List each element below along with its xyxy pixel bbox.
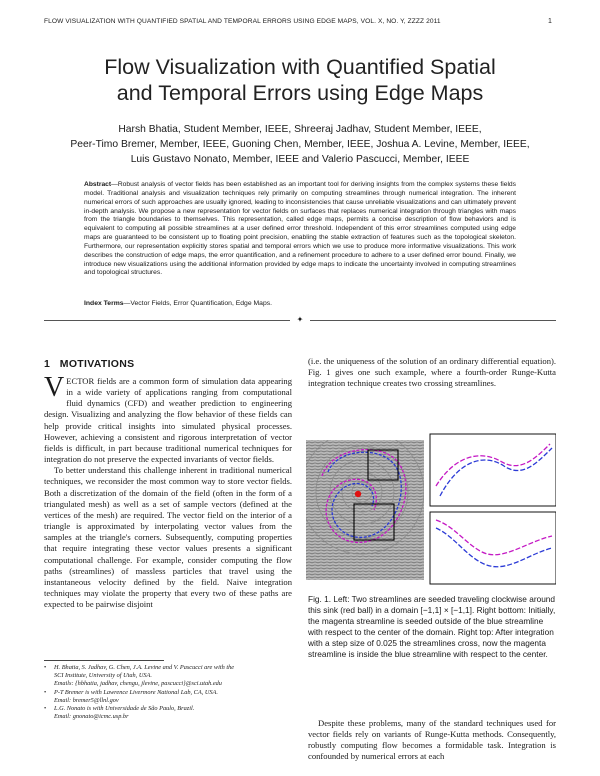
left-column-body [44,372,292,610]
drop-cap: V [44,372,65,403]
right-column-top: (i.e. the uniqueness of the solution of an ordinary differential equation). Fig. 1 gives one such example, where a fourth-order Runge-Kutta integration technique creates two crossing streamlines. [308,356,556,389]
right-bottom-frame [430,512,556,584]
authors-line-2: Peer-Timo Bremer, Member, IEEE, Guoning Chen, Member, IEEE, Joshua A. Levine, Member, IEEE, [70,139,530,151]
abstract-label: Abstract [84,181,112,188]
footnote-1-line-3: Emails: {hbhatia, jadhav, chengu, jlevine, pascucci}@sci.utah.edu [54,680,222,688]
running-head: FLOW VISUALIZATION WITH QUANTIFIED SPATIAL AND TEMPORAL ERRORS USING EDGE MAPS, VOL. X, NO. Y, ZZZZ 2011 [44,18,441,25]
paragraph-1-text: ECTOR fields are a common form of simulation data appearing in a wide variety of applications ranging from computational fluid dynamics (CFD) and weather prediction to engineering design. Visualizing and analyzing the flow behavior of these fields can help provide critical insights into simulated physical processes. However, achieving a consistent and rigorous interpretation of vector fields is difficult, in part because traditional numerical techniques for integration do not preserve the expected invariants of vector fields. [44,376,292,465]
divider-left [44,320,290,321]
footnote-3-line-1: L.G. Nonato is with Universidade de São Paulo, Brazil. [54,705,195,713]
footnote-2-line-2: Email: bremer5@llnl.gov [54,696,119,704]
sink-red-ball [355,491,361,497]
section-number: 1 [44,358,51,370]
right-bottom-panel [430,512,556,584]
figure-1 [306,432,556,588]
section-title: MOTIVATIONS [59,358,135,370]
footnote-bullet: • [44,688,47,696]
authors-line-3: Luis Gustavo Nonato, Member, IEEE and Valerio Pascucci, Member, IEEE [130,154,470,166]
title-line-2: and Temporal Errors using Edge Maps [116,81,484,105]
abstract-text: —Robust analysis of vector fields has been established as an important tool for deriving insights from the complex systems these fields model. Traditional analysis and visualization techniques rely primarily on computing streamlines through numerical integration. The inherent numerical errors of such approaches are usually ignored, leading to inconsistencies that cause unreliable visualizations and can ultimately prevent in-depth analysis. We propose a new representation for vector fields on surfaces that replaces numerical integration through triangles with maps from the triangle boundaries to themselves. This representation, called edge maps, permits a concise description of flow behaviors and is equivalent to computing all possible streamlines at a user defined error threshold. Independent of this error streamlines computed using edge maps are guaranteed to be consistent up to floating point precision, enabling the stable extraction of features such as the topological skeleton. Furthermore, our representation explicitly stores spatial and temporal errors which we use to produce more informative visualizations. This work describes the construction of edge maps, the error quantification, and a refinement procedure to adhere to a user defined error bound. Finally, we introduce new visualizations using the additional information provided by edge maps to indicate the uncertainty involved in computing streamlines and topological structures. [84,181,516,277]
index-terms-label: Index Terms [84,300,124,307]
title-line-1: Flow Visualization with Quantified Spatial [104,55,496,79]
right-top-frame [430,434,556,506]
author-list [44,122,556,168]
right-column-bottom: Despite these problems, many of the standard techniques used for vector fields rely on variants of Runge-Kutta methods. Consequently, robustly computing flow becomes a formidable task. Integration is confounded by numerical errors at each [308,718,556,762]
abstract [84,181,516,278]
lic-background [306,440,424,580]
left-panel-flow-texture [306,432,424,580]
divider-right [310,320,556,321]
footnote-1 [44,664,294,689]
footnote-rule [44,660,164,661]
footnote-2 [44,689,294,705]
paragraph-1 [44,372,292,465]
index-terms-text: —Vector Fields, Error Quantification, Edge Maps. [123,300,273,307]
footnote-1-line-1: H. Bhatia, S. Jadhav, G. Chen, J.A. Levine and V. Pascucci are with the [54,664,235,671]
footnote-2-line-1: P-T Bremer is with Lawrence Livermore National Lab, CA, USA. [54,688,218,696]
paragraph-2: To better understand this challenge inherent in traditional numerical techniques, we reconsider the most common way to store vector fields. Both a discretization of the domain of the field (often in the form of a triangulated mesh) as well as a set of sample vectors (defined at the vertices of the mesh) are required. The vector field on the interior of a triangle is approximated by interpolating vector values from the samples at the triangle's corners. Subsequently, computing properties that require integrating these vector values presents a significant computational challenge. For example, consider computing the flow paths (streamlines) of massless particles that travel using the instantaneous velocity defined by the field. Naive integration techniques may violate the property that every two of these paths are expected to be pairwise disjoint [44,465,292,610]
footnote-1-line-2: SCI Institute, University of Utah, USA. [54,672,152,680]
footnote-3 [44,705,294,721]
authors-line-1: Harsh Bhatia, Student Member, IEEE, Shreeraj Jadhav, Student Member, IEEE, [118,124,482,135]
footnotes [44,664,294,721]
figure-caption: Fig. 1. Left: Two streamlines are seeded traveling clockwise around this sink (red ball) in a domain [−1,1] × [−1,1]. Right bottom: Initially, the magenta streamline is seeded outside of the blue streamline with respect to the center of the domain. Right top: After integration with a step size of 0.025 the streamlines cross, now the magenta streamline is inside the blue streamline with respect to the center. [308,594,556,659]
footnote-bullet: • [44,664,47,671]
paper-title [44,54,556,106]
separator-diamond-icon: ✦ [296,315,304,324]
index-terms [84,300,516,307]
footnote-bullet: • [44,705,47,713]
right-top-panel [430,434,556,506]
footnote-3-line-2: Email: gnonato@icmc.usp.br [54,713,129,721]
page-number: 1 [548,18,552,25]
section-heading [44,358,134,370]
